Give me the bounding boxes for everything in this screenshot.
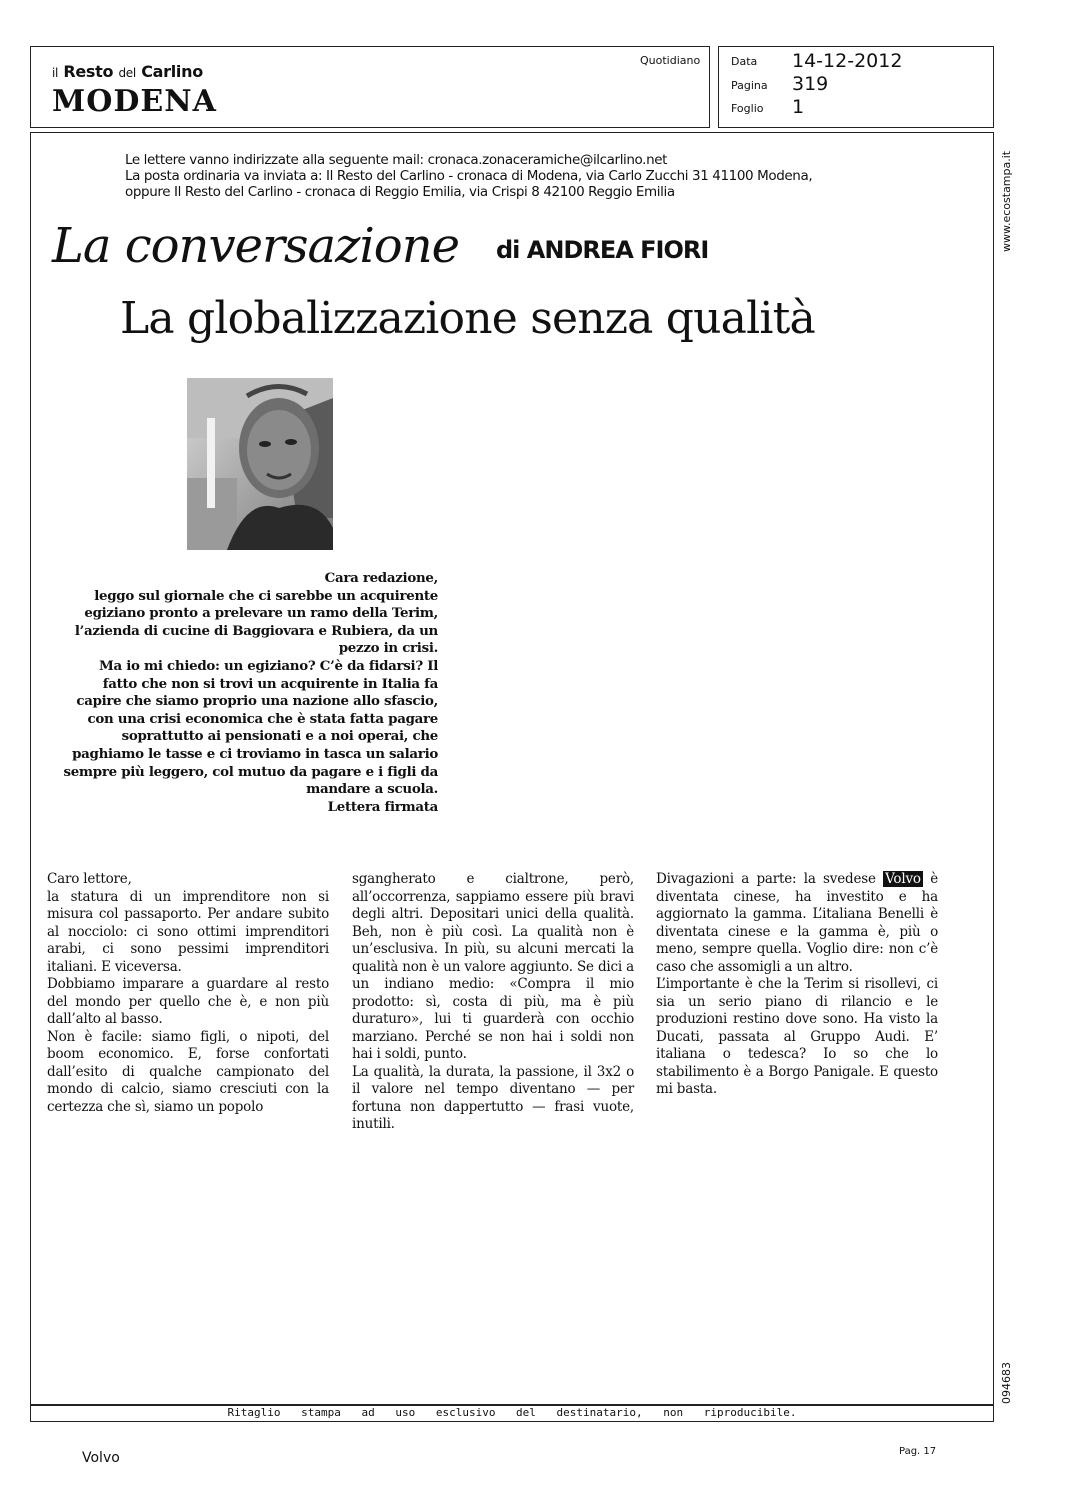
page-number: Pag. 17 (899, 1446, 937, 1457)
date-value: 14-12-2012 (792, 50, 903, 72)
letter-signature: Lettera firmata (327, 798, 438, 815)
letter-line: Ma io mi chiedo: un egiziano? C’è da fidarsi? Il (98, 657, 438, 674)
logo-del: del (118, 66, 136, 80)
side-website: www.ecostampa.it (1000, 150, 1013, 252)
sheet-value: 1 (792, 96, 805, 118)
page-value: 319 (792, 73, 829, 95)
letter-line: mandare a scuola. (306, 781, 438, 798)
letter-line: con una crisi economica che è stata fatta pagare (87, 710, 438, 727)
paragraph: La qualità, la durata, la passione, il 3x2 o il valore nel tempo diventano — per fortuna non dappertutto — frasi vuote, inutili. (352, 1063, 634, 1132)
paragraph: Dobbiamo imparare a guardare al resto del mondo per quello che è, e non più dall’alto al basso. (47, 976, 329, 1027)
sheet-label: Foglio (731, 102, 764, 115)
logo-il: il (52, 66, 59, 80)
letter-line: sempre più leggero, col mutuo da pagare e i figli da (63, 763, 438, 780)
edition-name: MODENA (52, 84, 217, 119)
letter-line: fatto che non si trovi un acquirente in Italia fa (102, 675, 438, 692)
address-line: oppure Il Resto del Carlino - cronaca di Reggio Emilia, via Crispi 8 42100 Reggio Emilia (125, 184, 675, 200)
paragraph: Caro lettore, (47, 871, 132, 887)
keyword-highlight: Volvo (885, 871, 921, 887)
column-rubric: La conversazione (52, 218, 460, 274)
paragraph: la statura di un imprenditore non si misura col passaporto. Per andare subito al nocciolo: ci sono ottimi imprenditori arabi, ci sono pessimi imprenditori italiani. E viceversa. (47, 888, 329, 975)
copyright-notice: Ritaglio stampa ad uso esclusivo del destinatario, non riproducibile. (227, 1406, 797, 1419)
side-code: 094683 (1000, 1362, 1013, 1404)
search-keyword: Volvo (82, 1450, 120, 1466)
logo-carlino: Carlino (141, 62, 203, 81)
letter-line: paghiamo le tasse e ci troviamo in tasca un salario (72, 745, 438, 762)
letter-line: l’azienda di cucine di Baggiovara e Rubiera, da un (74, 622, 438, 639)
logo-resto: Resto (63, 62, 114, 81)
publication-type: Quotidiano (640, 54, 701, 67)
author-photo (187, 378, 333, 550)
address-line: Le lettere vanno indirizzate alla seguente mail: cronaca.zonaceramiche@ilcarlino.net (125, 152, 668, 168)
paragraph-text: Divagazioni a parte: la svedese (656, 871, 876, 887)
reply-column-2 (352, 871, 634, 1134)
letter-line: pezzo in crisi. (338, 640, 438, 657)
letter-line: Cara redazione, (324, 570, 438, 586)
letter-line: soprattutto ai pensionati e a noi operai, che (121, 728, 438, 745)
address-line: La posta ordinaria va inviata a: Il Resto del Carlino - cronaca di Modena, via Carlo Zucchi 31 41100 Modena, (125, 168, 813, 184)
reader-letter (48, 570, 438, 816)
letter-line: capire che siamo proprio una nazione allo sfascio, (76, 693, 438, 710)
page-label: Pagina (731, 79, 768, 92)
paragraph: L’importante è che la Terim si risollevi, ci sia un serio piano di rilancio e le produzioni restino dove sono. Ha visto la Ducati, passata al Gruppo Audi. E’ italiana o tedesca? Io so che lo stabilimento è a Borgo Panigale. E questo mi basta. (656, 976, 938, 1097)
author-byline: di ANDREA FIORI (496, 236, 709, 264)
headline: La globalizzazione senza qualità (120, 293, 815, 344)
paragraph-text: è diventata cinese, ha investito e ha aggiornato la gamma. L’italiana Benelli è diventata cinese e la gamma è, più o meno, sempre quella. Voglio dire: non c’è caso che assomigli a un altro. (656, 871, 939, 975)
reply-column-1 (47, 871, 329, 1116)
paragraph: Non è facile: siamo figli, o nipoti, del boom economico. E, forse confortati dall’esito di qualche campionato del mondo di calcio, siamo cresciuti con la certezza che sì, siamo un popolo (47, 1028, 329, 1115)
letter-line: egiziano pronto a prelevare un ramo della Terim, (84, 605, 438, 622)
letters-address (125, 152, 905, 200)
paragraph (656, 871, 938, 976)
newspaper-logo (52, 62, 203, 81)
letter-line: leggo sul giornale che ci sarebbe un acquirente (94, 587, 438, 604)
reply-column-3 (656, 871, 938, 1099)
date-label: Data (731, 55, 758, 68)
paragraph: sgangherato e cialtrone, però, all’occorrenza, sappiamo essere più bravi degli altri. Depositari unici della qualità. Beh, non è più così. La qualità non è un’esclusiva. In più, su alcuni mercati la qualità non è un valore aggiunto. Se dici a un indiano medio: «Compra il mio prodotto: sì, costa di più, ma è più duraturo», lui ti guarderà con occhio marziano. Perché se non hai i soldi non hai i soldi, punto. (352, 871, 634, 1062)
